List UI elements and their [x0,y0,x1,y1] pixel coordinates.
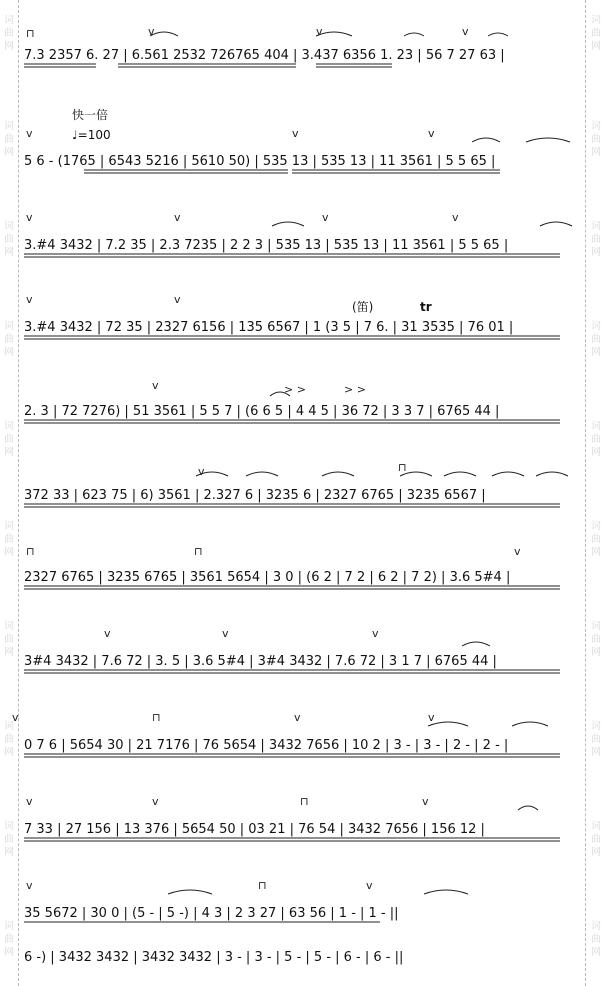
breath-mark: v [104,627,111,640]
breath-mark: v [372,627,379,640]
jianpu-measures: 0 7 6 | 5654 30 | 21 7176 | 76 5654 | 3432 7656 | 10 2 | 3 - | 3 - | 2 - | 2 - | [24,738,509,753]
breath-mark: v [26,293,33,306]
slur [512,722,548,726]
bow-mark: ⊓ [26,545,35,558]
watermark: 词曲网 [4,721,14,758]
watermark: 词曲网 [591,721,601,758]
bow-mark: ⊓ [300,795,309,808]
slur [472,138,500,142]
right-guide-line [585,0,586,986]
tempo-marking: 快一倍 [72,108,109,122]
watermark: 词曲网 [591,15,601,52]
slur [540,222,572,226]
slur [518,806,538,810]
jianpu-measures: 35 5672 | 30 0 | (5 - | 5 -) | 4 3 | 2 3 27 | 63 56 | 1 - | 1 - || [24,906,399,921]
jianpu-measures: 5 6 - (1765 | 6543 5216 | 5610 50) | 535 13 | 535 13 | 11 3561 | 5 5 65 | [24,154,496,169]
jianpu-measures: 7.3 2357 6. 27 | 6.561 2532 726765 404 | 3.437 6356 1. 23 | 56 7 27 63 | [24,48,505,63]
instrument-marking: (笛) [352,300,374,314]
bow-mark: ⊓ [152,711,161,724]
breath-mark: v [12,711,19,724]
jianpu-measures: 2327 6765 | 3235 6765 | 3561 5654 | 3 0 | (6 2 | 7 2 | 6 2 | 7 2) | 3.6 5#4 | [24,570,511,585]
notation-line [24,46,583,68]
slur [462,642,490,646]
notation-line [24,652,583,674]
slur [272,222,304,226]
watermark: 词曲网 [591,821,601,858]
watermark: 词曲网 [4,221,14,258]
bow-mark: ⊓ [26,27,35,40]
notation-line [24,402,583,424]
watermark: 词曲网 [591,221,601,258]
watermark: 词曲网 [4,621,14,658]
bow-mark: ⊓ [258,879,267,892]
watermark: 词曲网 [591,421,601,458]
breath-mark: v [294,711,301,724]
slur [322,472,354,476]
breath-mark: v [462,25,469,38]
breath-mark: v [514,545,521,558]
watermark: 词曲网 [4,421,14,458]
breath-mark: v [422,795,429,808]
watermark: 词曲网 [4,121,14,158]
breath-mark: v [428,711,435,724]
notation-line [24,152,583,174]
slur [488,33,508,36]
accent-marks: > > [284,383,306,396]
notation-line [24,568,583,590]
watermark: 词曲网 [4,321,14,358]
jianpu-measures: 3.#4 3432 | 7.2 35 | 2.3 7235 | 2 2 3 | 535 13 | 535 13 | 11 3561 | 5 5 65 | [24,238,509,253]
metronome-marking: ♩=100 [72,128,111,142]
watermark: 词曲网 [591,621,601,658]
slur [246,472,278,476]
breath-mark: v [366,879,373,892]
watermark: 词曲网 [4,521,14,558]
notation-line [24,820,583,842]
breath-mark: v [26,879,33,892]
watermark: 词曲网 [591,921,601,958]
notation-line [24,904,583,926]
breath-mark: v [174,211,181,224]
watermark: 词曲网 [4,15,14,52]
jianpu-measures: 372 33 | 623 75 | 6) 3561 | 2.327 6 | 3235 6 | 2327 6765 | 3235 6567 | [24,488,486,503]
breath-mark: v [26,127,33,140]
breath-mark: v [322,211,329,224]
breath-mark: v [152,795,159,808]
watermark: 词曲网 [4,821,14,858]
slur [168,890,212,894]
jianpu-measures: 3#4 3432 | 7.6 72 | 3. 5 | 3.6 5#4 | 3#4 3432 | 7.6 72 | 3 1 7 | 6765 44 | [24,654,497,669]
jianpu-measures: 7 33 | 27 156 | 13 376 | 5654 50 | 03 21 | 76 54 | 3432 7656 | 156 12 | [24,822,485,837]
breath-mark: v [26,795,33,808]
breath-mark: v [292,127,299,140]
jianpu-measures: 3.#4 3432 | 72 35 | 2327 6156 | 135 6567 | 1 (3 5 | 7 6. | 31 3535 | 76 01 | [24,320,514,335]
breath-mark: v [222,627,229,640]
slur [424,890,468,894]
bow-mark: ⊓ [194,545,203,558]
breath-mark: v [148,25,155,38]
slur [492,472,524,476]
bow-mark: ⊓ [398,461,407,474]
slur [404,33,424,36]
watermark: 词曲网 [591,321,601,358]
jianpu-measures: 2. 3 | 72 7276) | 51 3561 | 5 5 7 | (6 6 5 | 4 4 5 | 36 72 | 3 3 7 | 6765 44 | [24,404,500,419]
watermark: 词曲网 [591,521,601,558]
notation-line [24,736,583,758]
breath-mark: v [174,293,181,306]
notation-line [24,318,583,340]
slur [536,472,568,476]
breath-mark: v [26,211,33,224]
trill-marking: tr [420,300,432,314]
breath-mark: v [428,127,435,140]
breath-mark: v [452,211,459,224]
breath-mark: v [152,379,159,392]
notation-line [24,486,583,508]
notation-line [24,948,583,970]
breath-mark: v [198,465,205,478]
accent-marks: > > [344,383,366,396]
slur [444,472,476,476]
watermark: 词曲网 [4,921,14,958]
notation-line [24,236,583,258]
left-guide-line [18,0,19,986]
jianpu-measures: 6 -) | 3432 3432 | 3432 3432 | 3 - | 3 - | 5 - | 5 - | 6 - | 6 - || [24,950,404,965]
slur [526,138,570,142]
watermark: 词曲网 [591,121,601,158]
breath-mark: v [316,25,323,38]
